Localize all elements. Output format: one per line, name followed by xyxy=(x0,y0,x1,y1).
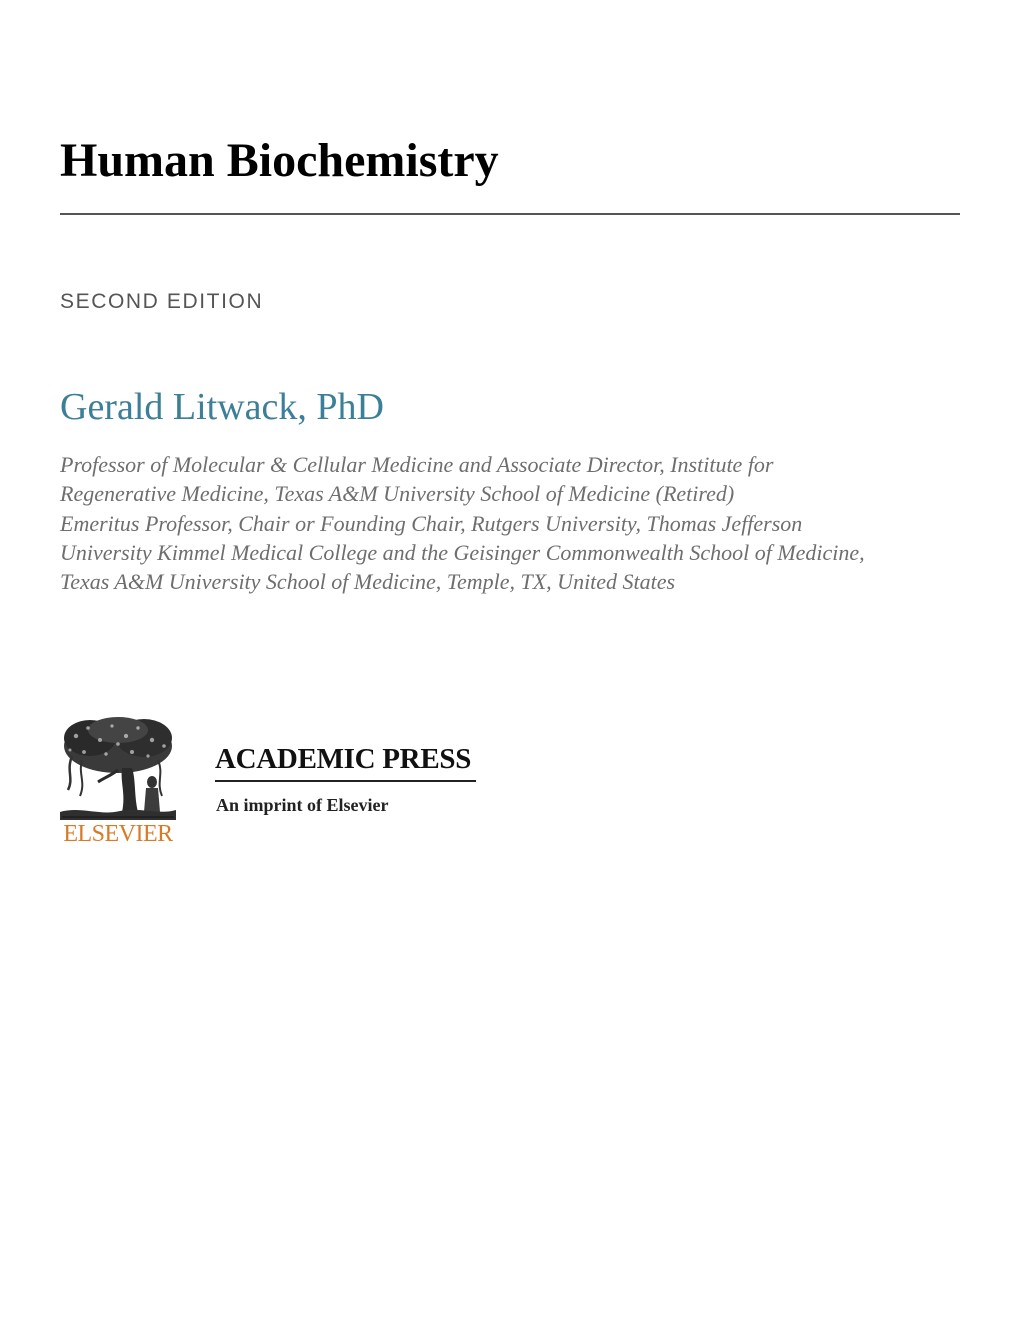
affiliation-line: Regenerative Medicine, Texas A&M University School of Medicine (Retired) xyxy=(60,481,735,507)
imprint-name: ACADEMIC PRESS xyxy=(215,743,472,775)
title-divider xyxy=(60,213,960,215)
author-affiliation xyxy=(60,450,960,596)
affiliation-line: Professor of Molecular & Cellular Medicine and Associate Director, Institute for xyxy=(60,452,774,477)
affiliation-line: Emeritus Professor, Chair or Founding Chair, Rutgers University, Thomas Jefferson xyxy=(60,510,803,536)
author-name: Gerald Litwack, PhD xyxy=(60,386,384,428)
imprint-tagline: An imprint of Elsevier xyxy=(216,795,389,815)
book-title: Human Biochemistry xyxy=(60,134,499,187)
affiliation-line: University Kimmel Medical College and the Geisinger Commonwealth School of Medicine, xyxy=(60,539,865,565)
edition-label: SECOND EDITION xyxy=(60,290,264,313)
imprint-divider xyxy=(215,780,476,782)
publisher-block xyxy=(60,716,500,850)
elsevier-wordmark: ELSEVIER xyxy=(63,821,173,847)
affiliation-line: Texas A&M University School of Medicine, Temple, TX, United States xyxy=(60,569,676,595)
